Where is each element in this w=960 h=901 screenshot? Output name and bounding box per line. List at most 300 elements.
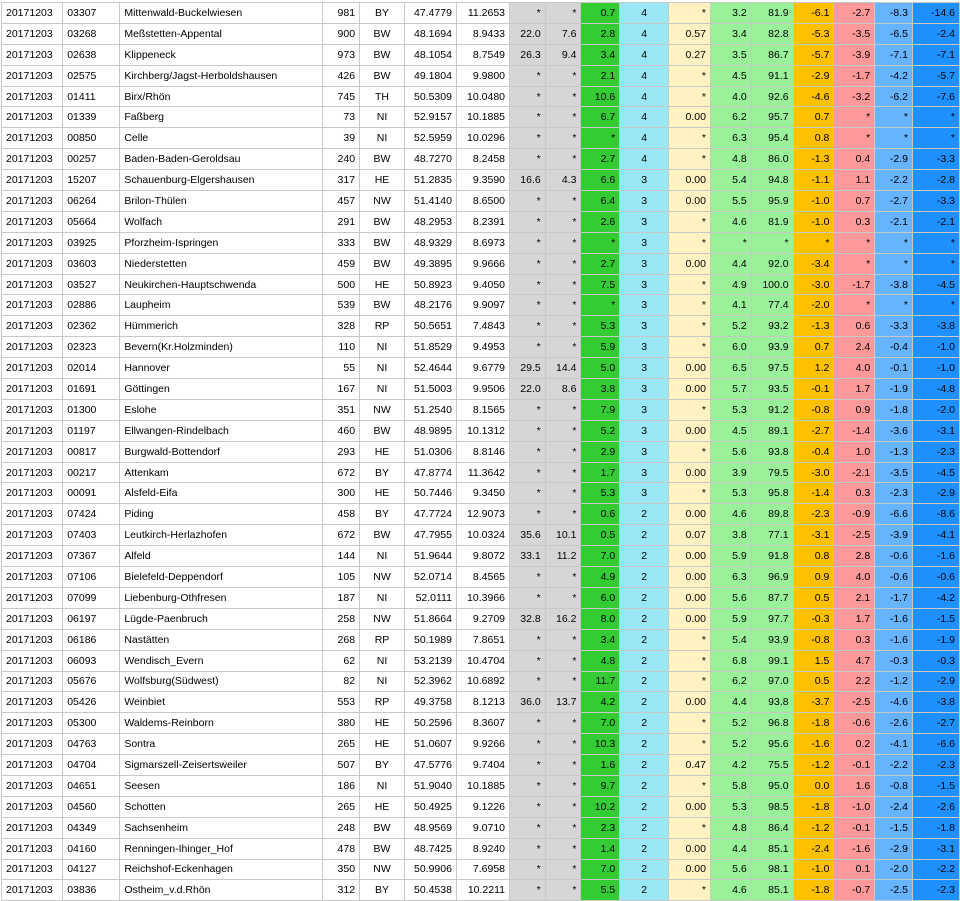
station-name-cell: Alsfeld-Eifa [120,483,323,504]
value-a-cell: * [510,796,546,817]
altitude-cell: 672 [323,525,360,546]
value-h-cell: -1.8 [793,713,834,734]
date-cell: 20171203 [2,692,63,713]
station-id-cell: 00817 [63,441,120,462]
value-g-cell: 95.0 [751,775,793,796]
value-f-cell: 3.4 [710,23,751,44]
value-k-cell: -4.2 [912,587,959,608]
value-i-cell: -3.2 [834,86,875,107]
value-i-cell: * [834,253,875,274]
value-a-cell: 36.0 [510,692,546,713]
station-id-cell: 03307 [63,3,120,24]
latitude-cell: 51.9644 [404,546,456,567]
value-e-cell: 0.27 [669,44,711,65]
station-id-cell: 04349 [63,817,120,838]
state-cell: BW [360,44,405,65]
value-d-cell: 2 [620,880,669,901]
value-e-cell: * [669,86,711,107]
longitude-cell: 10.1885 [456,775,509,796]
latitude-cell: 47.7724 [404,504,456,525]
value-g-cell: 97.0 [751,671,793,692]
altitude-cell: 268 [323,629,360,650]
station-name-cell: Celle [120,128,323,149]
value-k-cell: -3.3 [912,191,959,212]
latitude-cell: 52.0111 [404,587,456,608]
value-b-cell: 4.3 [545,170,581,191]
value-d-cell: 2 [620,608,669,629]
value-e-cell: 0.00 [669,567,711,588]
value-f-cell: 6.2 [710,671,751,692]
value-a-cell: * [510,587,546,608]
station-id-cell: 03925 [63,232,120,253]
value-k-cell: -2.9 [912,483,959,504]
value-i-cell: 4.7 [834,650,875,671]
value-c-cell: 7.9 [581,399,620,420]
table-row [2,191,960,212]
station-name-cell: Klippeneck [120,44,323,65]
table-row [2,525,960,546]
value-k-cell: -2.9 [912,671,959,692]
value-a-cell: 32.8 [510,608,546,629]
value-k-cell: -2.1 [912,211,959,232]
value-i-cell: 2.4 [834,337,875,358]
value-a-cell: * [510,483,546,504]
state-cell: BW [360,149,405,170]
altitude-cell: 82 [323,671,360,692]
value-i-cell: 0.2 [834,734,875,755]
value-a-cell: * [510,838,546,859]
altitude-cell: 186 [323,775,360,796]
value-j-cell: -4.1 [875,734,913,755]
value-b-cell: * [545,629,581,650]
station-name-cell: Renningen-Ihinger_Hof [120,838,323,859]
value-b-cell: * [545,211,581,232]
value-f-cell: 6.5 [710,358,751,379]
value-j-cell: * [875,128,913,149]
value-k-cell: -1.0 [912,337,959,358]
value-a-cell: * [510,399,546,420]
value-c-cell: * [581,128,620,149]
value-g-cell: 99.1 [751,650,793,671]
value-i-cell: 1.7 [834,379,875,400]
value-c-cell: 2.9 [581,441,620,462]
longitude-cell: 10.2211 [456,880,509,901]
table-row [2,316,960,337]
value-d-cell: 3 [620,379,669,400]
altitude-cell: 187 [323,587,360,608]
value-j-cell: -0.3 [875,650,913,671]
value-h-cell: 0.5 [793,587,834,608]
value-f-cell: 4.9 [710,274,751,295]
value-b-cell: * [545,149,581,170]
value-j-cell: -2.4 [875,796,913,817]
value-d-cell: 3 [620,462,669,483]
value-k-cell: -2.7 [912,713,959,734]
altitude-cell: 460 [323,420,360,441]
altitude-cell: 300 [323,483,360,504]
value-c-cell: * [581,295,620,316]
value-e-cell: 0.00 [669,107,711,128]
station-id-cell: 02362 [63,316,120,337]
value-f-cell: * [710,232,751,253]
value-k-cell: * [912,253,959,274]
state-cell: BW [360,232,405,253]
value-c-cell: 2.3 [581,817,620,838]
state-cell: HE [360,796,405,817]
value-f-cell: 5.2 [710,713,751,734]
value-i-cell: -0.1 [834,817,875,838]
table-row [2,170,960,191]
value-i-cell: 0.1 [834,859,875,880]
longitude-cell: 9.7404 [456,755,509,776]
altitude-cell: 458 [323,504,360,525]
value-i-cell: -2.5 [834,525,875,546]
value-h-cell: 1.5 [793,650,834,671]
value-i-cell: 1.7 [834,608,875,629]
value-i-cell: -0.7 [834,880,875,901]
station-name-cell: Liebenburg-Othfresen [120,587,323,608]
state-cell: RP [360,629,405,650]
value-b-cell: * [545,253,581,274]
value-j-cell: -8.3 [875,3,913,24]
station-name-cell: Kirchberg/Jagst-Herboldshausen [120,65,323,86]
latitude-cell: 51.4140 [404,191,456,212]
value-d-cell: 2 [620,504,669,525]
longitude-cell: 7.8651 [456,629,509,650]
longitude-cell: 12.9073 [456,504,509,525]
date-cell: 20171203 [2,775,63,796]
value-h-cell: -1.2 [793,755,834,776]
table-row [2,692,960,713]
state-cell: NI [360,128,405,149]
latitude-cell: 47.7955 [404,525,456,546]
table-row [2,441,960,462]
station-name-cell: Mittenwald-Buckelwiesen [120,3,323,24]
station-id-cell: 04763 [63,734,120,755]
longitude-cell: 10.0480 [456,86,509,107]
value-j-cell: -2.7 [875,191,913,212]
station-name-cell: Schotten [120,796,323,817]
value-b-cell: * [545,713,581,734]
table-row [2,149,960,170]
value-i-cell: 4.0 [834,567,875,588]
value-g-cell: 96.9 [751,567,793,588]
date-cell: 20171203 [2,358,63,379]
value-k-cell: -1.5 [912,608,959,629]
value-c-cell: 7.0 [581,546,620,567]
date-cell: 20171203 [2,274,63,295]
value-h-cell: -1.4 [793,483,834,504]
value-b-cell: 11.2 [545,546,581,567]
station-id-cell: 01691 [63,379,120,400]
value-c-cell: 6.0 [581,587,620,608]
value-f-cell: 5.6 [710,859,751,880]
station-id-cell: 04560 [63,796,120,817]
value-i-cell: 0.9 [834,399,875,420]
state-cell: HE [360,713,405,734]
latitude-cell: 51.9040 [404,775,456,796]
value-d-cell: 3 [620,316,669,337]
value-e-cell: 0.00 [669,170,711,191]
value-f-cell: 4.0 [710,86,751,107]
longitude-cell: 7.4843 [456,316,509,337]
value-k-cell: -7.6 [912,86,959,107]
value-i-cell: * [834,295,875,316]
altitude-cell: 981 [323,3,360,24]
value-e-cell: 0.57 [669,23,711,44]
value-e-cell: 0.00 [669,859,711,880]
state-cell: BY [360,462,405,483]
value-a-cell: * [510,775,546,796]
value-b-cell: * [545,504,581,525]
state-cell: NW [360,399,405,420]
value-g-cell: 95.6 [751,734,793,755]
value-h-cell: 0.8 [793,128,834,149]
altitude-cell: 745 [323,86,360,107]
value-i-cell: * [834,107,875,128]
latitude-cell: 48.2953 [404,211,456,232]
date-cell: 20171203 [2,608,63,629]
date-cell: 20171203 [2,546,63,567]
station-id-cell: 15207 [63,170,120,191]
value-j-cell: -3.3 [875,316,913,337]
date-cell: 20171203 [2,755,63,776]
value-j-cell: -1.8 [875,399,913,420]
value-g-cell: 89.8 [751,504,793,525]
altitude-cell: 380 [323,713,360,734]
state-cell: NI [360,107,405,128]
value-f-cell: 5.2 [710,734,751,755]
value-h-cell: -3.0 [793,274,834,295]
weather-station-table [1,2,960,901]
value-a-cell: * [510,128,546,149]
table-row [2,86,960,107]
station-name-cell: Bevern(Kr.Holzminden) [120,337,323,358]
value-c-cell: 5.0 [581,358,620,379]
value-f-cell: 4.6 [710,880,751,901]
altitude-cell: 350 [323,859,360,880]
state-cell: NI [360,775,405,796]
value-j-cell: -2.2 [875,170,913,191]
value-f-cell: 6.2 [710,107,751,128]
value-e-cell: * [669,629,711,650]
value-h-cell: -5.7 [793,44,834,65]
table-row [2,880,960,901]
value-c-cell: 5.3 [581,316,620,337]
value-b-cell: * [545,295,581,316]
date-cell: 20171203 [2,191,63,212]
value-h-cell: 0.7 [793,337,834,358]
value-a-cell: * [510,650,546,671]
value-j-cell: -3.8 [875,274,913,295]
value-k-cell: -0.3 [912,650,959,671]
value-h-cell: -2.0 [793,295,834,316]
value-h-cell: -0.8 [793,399,834,420]
value-c-cell: 6.7 [581,107,620,128]
value-g-cell: 86.7 [751,44,793,65]
date-cell: 20171203 [2,796,63,817]
station-name-cell: Burgwald-Bottendorf [120,441,323,462]
value-c-cell: 4.9 [581,567,620,588]
value-d-cell: 3 [620,191,669,212]
altitude-cell: 39 [323,128,360,149]
table-row [2,65,960,86]
altitude-cell: 240 [323,149,360,170]
value-d-cell: 2 [620,713,669,734]
value-i-cell: -0.9 [834,504,875,525]
value-c-cell: 0.7 [581,3,620,24]
station-name-cell: Schauenburg-Elgershausen [120,170,323,191]
station-name-cell: Bielefeld-Deppendorf [120,567,323,588]
longitude-cell: 9.9506 [456,379,509,400]
value-a-cell: 22.0 [510,23,546,44]
date-cell: 20171203 [2,567,63,588]
value-j-cell: -1.6 [875,608,913,629]
altitude-cell: 258 [323,608,360,629]
date-cell: 20171203 [2,170,63,191]
value-g-cell: 86.0 [751,149,793,170]
value-j-cell: -0.8 [875,775,913,796]
table-row [2,504,960,525]
value-b-cell: * [545,796,581,817]
value-c-cell: 5.5 [581,880,620,901]
value-c-cell: 2.7 [581,253,620,274]
altitude-cell: 55 [323,358,360,379]
value-b-cell: * [545,3,581,24]
latitude-cell: 50.2596 [404,713,456,734]
station-name-cell: Hannover [120,358,323,379]
altitude-cell: 507 [323,755,360,776]
state-cell: HE [360,441,405,462]
value-g-cell: 85.1 [751,880,793,901]
altitude-cell: 265 [323,796,360,817]
value-d-cell: 3 [620,295,669,316]
value-d-cell: 2 [620,838,669,859]
altitude-cell: 539 [323,295,360,316]
table-row [2,629,960,650]
value-h-cell: -3.4 [793,253,834,274]
value-j-cell: -2.5 [875,880,913,901]
longitude-cell: 10.1885 [456,107,509,128]
value-a-cell: 26.3 [510,44,546,65]
date-cell: 20171203 [2,441,63,462]
station-id-cell: 02575 [63,65,120,86]
longitude-cell: 9.9266 [456,734,509,755]
value-i-cell: -0.1 [834,755,875,776]
value-c-cell: 8.0 [581,608,620,629]
altitude-cell: 248 [323,817,360,838]
value-i-cell: 2.1 [834,587,875,608]
station-id-cell: 01339 [63,107,120,128]
value-e-cell: * [669,3,711,24]
value-k-cell: -2.6 [912,796,959,817]
station-id-cell: 07424 [63,504,120,525]
latitude-cell: 48.1054 [404,44,456,65]
value-a-cell: * [510,107,546,128]
date-cell: 20171203 [2,337,63,358]
date-cell: 20171203 [2,65,63,86]
value-j-cell: -4.2 [875,65,913,86]
value-k-cell: -2.3 [912,880,959,901]
value-k-cell: -2.4 [912,23,959,44]
value-g-cell: 100.0 [751,274,793,295]
latitude-cell: 53.2139 [404,650,456,671]
date-cell: 20171203 [2,232,63,253]
longitude-cell: 8.6973 [456,232,509,253]
date-cell: 20171203 [2,23,63,44]
value-b-cell: * [545,65,581,86]
date-cell: 20171203 [2,504,63,525]
value-a-cell: * [510,295,546,316]
value-f-cell: 5.4 [710,170,751,191]
station-name-cell: Baden-Baden-Geroldsau [120,149,323,170]
value-i-cell: -2.5 [834,692,875,713]
state-cell: NI [360,671,405,692]
value-g-cell: 95.4 [751,128,793,149]
value-c-cell: 2.7 [581,149,620,170]
station-name-cell: Göttingen [120,379,323,400]
value-e-cell: * [669,441,711,462]
latitude-cell: 47.5776 [404,755,456,776]
longitude-cell: 8.1565 [456,399,509,420]
value-d-cell: 3 [620,253,669,274]
value-f-cell: 5.3 [710,796,751,817]
value-a-cell: * [510,462,546,483]
value-d-cell: 2 [620,525,669,546]
latitude-cell: 47.4779 [404,3,456,24]
state-cell: BW [360,525,405,546]
value-f-cell: 4.4 [710,838,751,859]
station-name-cell: Sigmarszell-Zeisertsweiler [120,755,323,776]
value-j-cell: * [875,295,913,316]
longitude-cell: 8.1213 [456,692,509,713]
longitude-cell: 9.3450 [456,483,509,504]
value-i-cell: 0.6 [834,316,875,337]
value-g-cell: 93.2 [751,316,793,337]
value-g-cell: 98.5 [751,796,793,817]
table-row [2,775,960,796]
value-k-cell: -3.1 [912,838,959,859]
value-d-cell: 4 [620,3,669,24]
latitude-cell: 48.2176 [404,295,456,316]
value-h-cell: -1.6 [793,734,834,755]
altitude-cell: 317 [323,170,360,191]
date-cell: 20171203 [2,399,63,420]
value-i-cell: -0.6 [834,713,875,734]
value-b-cell: * [545,755,581,776]
value-d-cell: 4 [620,149,669,170]
value-f-cell: 4.4 [710,253,751,274]
value-k-cell: -2.2 [912,859,959,880]
value-g-cell: 92.0 [751,253,793,274]
station-name-cell: Brilon-Thülen [120,191,323,212]
value-b-cell: * [545,838,581,859]
value-h-cell: -0.3 [793,608,834,629]
date-cell: 20171203 [2,44,63,65]
altitude-cell: 426 [323,65,360,86]
value-b-cell: 14.4 [545,358,581,379]
value-d-cell: 2 [620,650,669,671]
value-d-cell: 3 [620,337,669,358]
state-cell: BW [360,817,405,838]
value-k-cell: -4.8 [912,379,959,400]
value-k-cell: -0.6 [912,567,959,588]
value-k-cell: -4.5 [912,462,959,483]
state-cell: NI [360,587,405,608]
value-k-cell: -1.5 [912,775,959,796]
value-b-cell: * [545,107,581,128]
station-id-cell: 01411 [63,86,120,107]
